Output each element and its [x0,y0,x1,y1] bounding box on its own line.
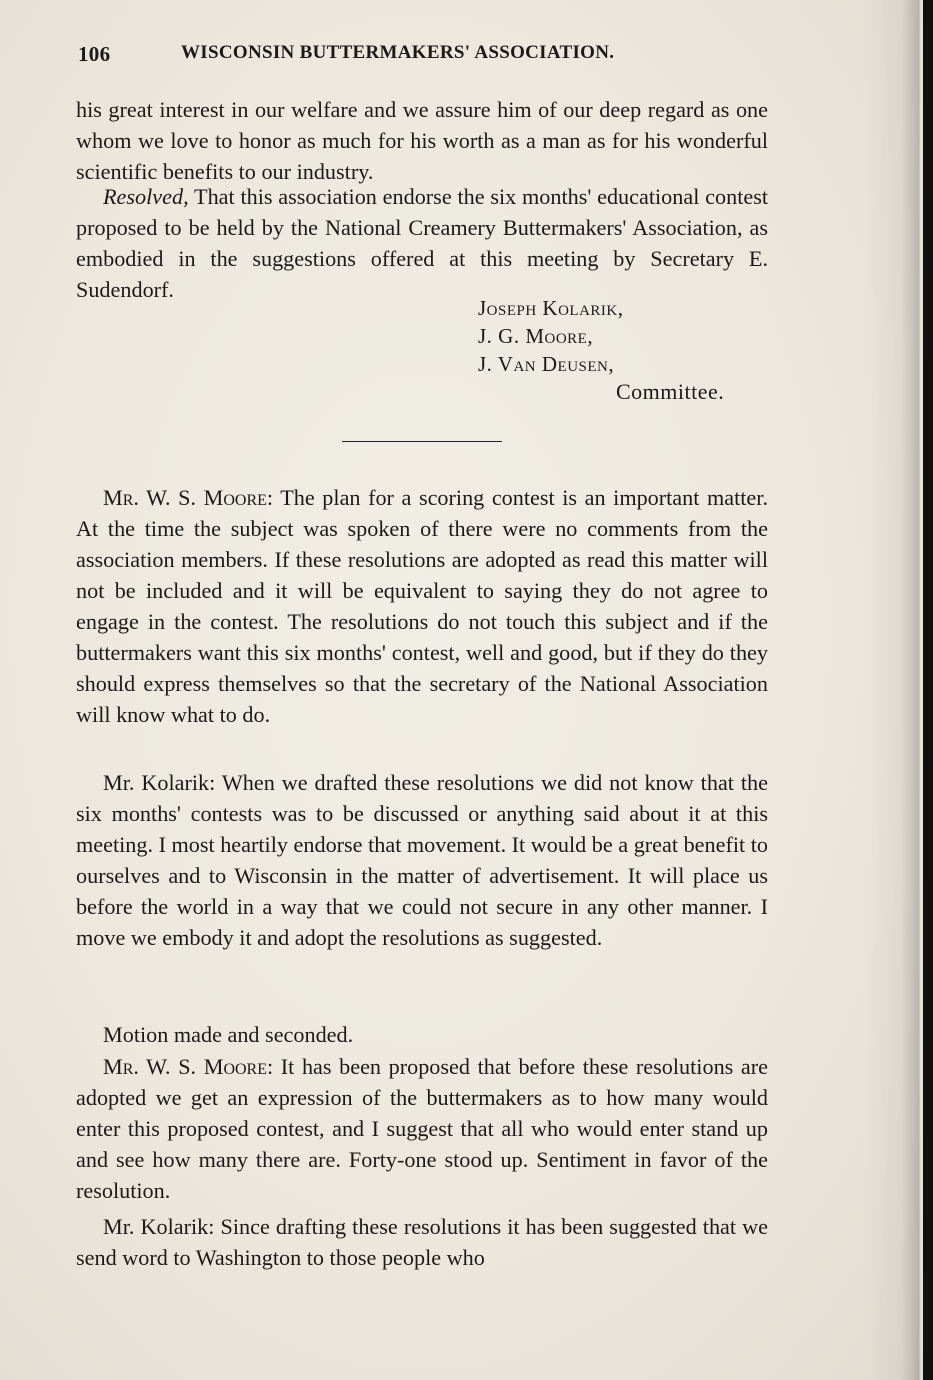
resolution-paragraph [76,181,768,305]
motion-paragraph: Motion made and seconded. [103,1022,354,1047]
speaker-moore: Mr. W. S. Moore: [103,485,274,510]
resolved-lead: Resolved, [103,184,189,209]
speaker-kolarik-2: Mr. Kolarik: [103,1214,215,1239]
speaker-kolarik: Mr. Kolarik: [103,770,216,795]
moore-remarks-2 [76,1051,768,1206]
kolarik-remarks-2 [76,1211,768,1273]
paragraph-continued: his great interest in our welfare and we assure him of our deep regard as one whom we love to honor as much for his worth as a man as for his wonderful scientific benefits to our industry. [76,97,768,184]
moore-remarks-1 [76,482,768,730]
signature-moore: J. G. Moore, [478,324,594,348]
signature-van-deusen: J. Van Deusen, [478,352,615,376]
resolution-text: That this association endorse the six months' educational contest proposed to be held by the National Creamery Buttermakers' Association, as embodied in the suggestions offered at this meeting by Secretary E. Sudendorf. [76,184,768,302]
kolarik-remarks-1 [76,767,768,953]
section-divider [342,441,502,442]
signature-kolarik: Joseph Kolarik, [478,296,624,320]
page-number: 106 [78,42,111,66]
moore-remarks-1-text: The plan for a scoring contest is an important matter. At the time the subject was spoken of there were no comments from the association members. If these resolutions are adopted as read this matter will not be included and it will be equivalent to saying they do not agree to engage in the contest. The resolutions do not touch this subject and if the buttermakers want this six months' contest, well and good, but if they do they should express themselves so that the secretary of the National Association will know what to do. [76,485,768,727]
moore-remarks-2-text: It has been proposed that before these resolutions are adopted we get an expression of the buttermakers as to how many would enter this proposed contest, and I suggest that all who would enter stand up and see how many there are. Forty-one stood up. Sentiment in favor of the resolution. [76,1054,768,1203]
speaker-moore-2: Mr. W. S. Moore: [103,1054,274,1079]
kolarik-remarks-2-text: Since drafting these resolutions it has been suggested that we send word to Washington to those people who [76,1214,768,1270]
running-title: WISCONSIN BUTTERMAKERS' ASSOCIATION. [181,42,615,63]
committee-label: Committee. [616,379,725,404]
page-binding-edge [923,0,933,1380]
running-header [78,36,778,70]
kolarik-remarks-1-text: When we drafted these resolutions we did not know that the six months' contests was to be discussed or anything said about it at this meeting. I most heartily endorse that movement. It would be a great benefit to ourselves and to Wisconsin in the matter of advertisement. It will place us before the world in a way that we could not secure in any other manner. I move we embody it and adopt the resolutions as suggested. [76,770,768,950]
